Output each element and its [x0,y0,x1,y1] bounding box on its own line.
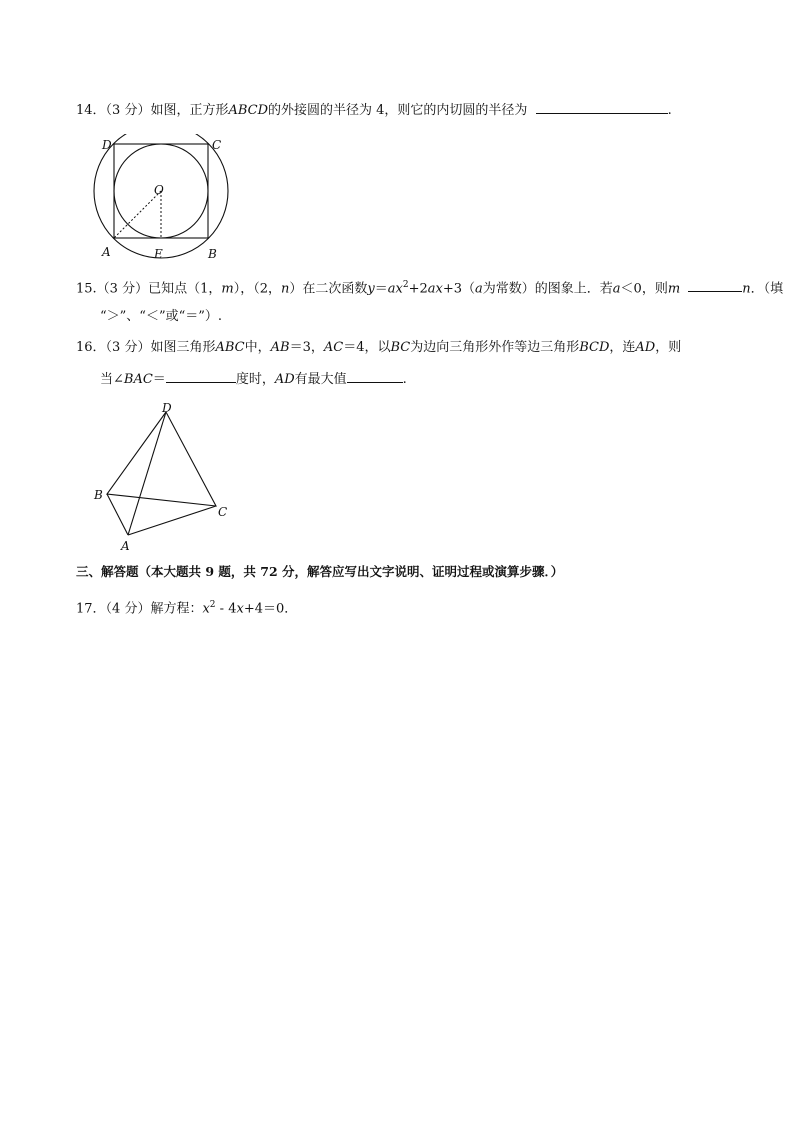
label-c: C [212,138,222,152]
q15-text-e: ＜0，则 [620,281,668,297]
q16-var-ac: AC [323,340,344,355]
q16-text-a: 16．（3 分）如图三角形 [76,340,216,355]
q16-var-ad: AD [635,340,656,355]
q16-var-abc: ABC [215,340,245,355]
q16-text-e: 为边向三角形外作等边三角形 [410,340,580,355]
q14-var-abcd: ABCD [228,103,269,118]
q15-plus-3: +3（ [442,281,475,297]
label-a: A [102,245,111,259]
question-16-line-1 [76,339,681,357]
segment-ba [107,494,128,535]
q17-var-x: x [202,601,210,617]
question-16-line-2 [100,370,407,389]
q16-var-ad-2: AD [274,372,295,387]
q17-text-a: 17．（4 分）解方程： [76,601,203,617]
section-3-heading [76,563,563,581]
q15-text-line2: “＞”、“＜”或“＝”）. [100,309,223,324]
q15-plus-2: +2 [408,281,428,297]
q16-var-bcd: BCD [579,340,610,355]
q16-var-bc: BC [390,340,411,355]
q15-var-ax-2: ax [427,281,443,297]
q15-text-f: ．（填 [750,281,784,297]
question-14 [76,101,672,120]
segment-ad [128,412,166,535]
q16-max-blank[interactable] [347,370,403,383]
q15-eq: ＝ [374,281,388,297]
question-15-line-1 [76,276,783,298]
q16-text-degree: 度时， [235,372,275,387]
question-17 [76,596,297,618]
q15-var-n-2: n [742,281,751,297]
q16-text-g: ，则 [655,340,682,355]
segment-ac [128,506,216,535]
q15-text-c: ）在二次函数 [289,281,368,297]
q15-var-n: n [280,281,290,297]
q14-period: . [667,103,672,118]
segment-oa [114,191,161,238]
q15-var-m: m [221,281,234,297]
label-d: D [162,401,172,415]
q17-var-x-2: x [236,601,244,617]
q15-var-m-2: m [667,281,681,297]
label-e: E [154,247,163,261]
q16-text-f: ，连 [609,340,636,355]
q15-text-b: ），（2， [233,281,281,297]
q16-var-ab: AB [270,340,290,355]
q14-score: （3 分） [105,103,151,118]
q15-answer-blank[interactable] [688,279,742,292]
q14-text-1: 如图，正方形 [150,103,229,118]
label-a: A [121,539,130,553]
q16-angle-blank[interactable] [166,370,236,383]
q17-text-b: - 4 [215,601,237,617]
q16-text-c: ＝3， [289,340,324,355]
q14-text-2: 的外接圆的半径为 4，则它的内切圆的半径为 [268,103,528,118]
q15-text-a: 15.（3 分）已知点（1， [76,281,222,297]
question-15-line-2 [100,308,222,326]
q16-text-max: 有最大值 [294,372,347,387]
q16-text-b: 中， [244,340,271,355]
q15-var-ax: ax [387,281,403,297]
label-b: B [208,247,217,261]
q16-eq: ＝ [152,372,166,387]
q15-var-a: a [475,281,483,297]
q14-answer-blank[interactable] [536,101,668,114]
label-d: D [102,138,112,152]
q16-var-bac: BAC [123,372,153,387]
q15-exponent: 2 [402,280,409,290]
label-c: C [218,505,228,519]
q16-text-d: ＝4，以 [343,340,391,355]
q15-var-a-2: a [612,281,621,297]
q16-text-angle: 当∠ [100,372,124,387]
q16-period: . [402,372,407,387]
label-b: B [94,488,103,502]
figure-16-triangles [90,400,240,555]
figure-14-circle-square [88,134,238,264]
q17-exponent: 2 [209,600,216,610]
q17-text-c: +4＝0． [243,601,298,617]
section-3-text: 三、解答题（本大题共 9 题，共 72 分，解答应写出文字说明、证明过程或演算步骤．） [76,564,564,579]
label-o: O [154,183,164,197]
q15-var-y: y [367,281,375,297]
q14-number: 14． [76,103,106,118]
q15-text-d: 为常数）的图象上．若 [482,281,613,297]
